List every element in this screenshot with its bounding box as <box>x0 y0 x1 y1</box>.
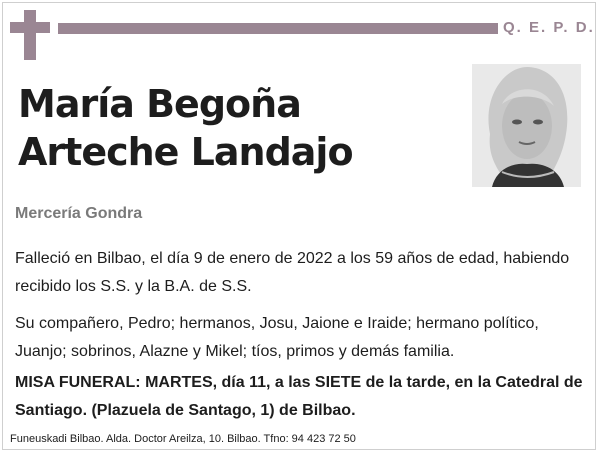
deceased-photo <box>472 64 581 187</box>
company-name: Mercería Gondra <box>15 205 143 222</box>
family-list: Su compañero, Pedro; hermanos, Josu, Jaione e Iraide; hermano político, Juanjo; sobrinos, Alazne y Mikel; tíos, primos y demás familia. <box>15 315 539 360</box>
deceased-name <box>18 80 353 176</box>
header-divider <box>58 23 498 34</box>
qepd-label: Q. E. P. D. <box>503 19 595 36</box>
funeral-home-footer: Funeuskadi Bilbao. Alda. Doctor Areilza, 10. Bilbao. Tfno: 94 423 72 50 <box>10 433 356 445</box>
funeral-mass-info: MISA FUNERAL: MARTES, día 11, a las SIETE de la tarde, en la Catedral de Santiago. (Plazuela de Santago, 1) de Bilbao. <box>15 374 583 419</box>
death-announcement: Falleció en Bilbao, el día 9 de enero de 2022 a los 59 años de edad, habiendo recibido los S.S. y la B.A. de S.S. <box>15 250 570 295</box>
deceased-name-line1: María Begoña <box>18 82 301 126</box>
portrait-image <box>472 64 581 187</box>
deceased-name-line2: Arteche Landajo <box>18 130 353 174</box>
